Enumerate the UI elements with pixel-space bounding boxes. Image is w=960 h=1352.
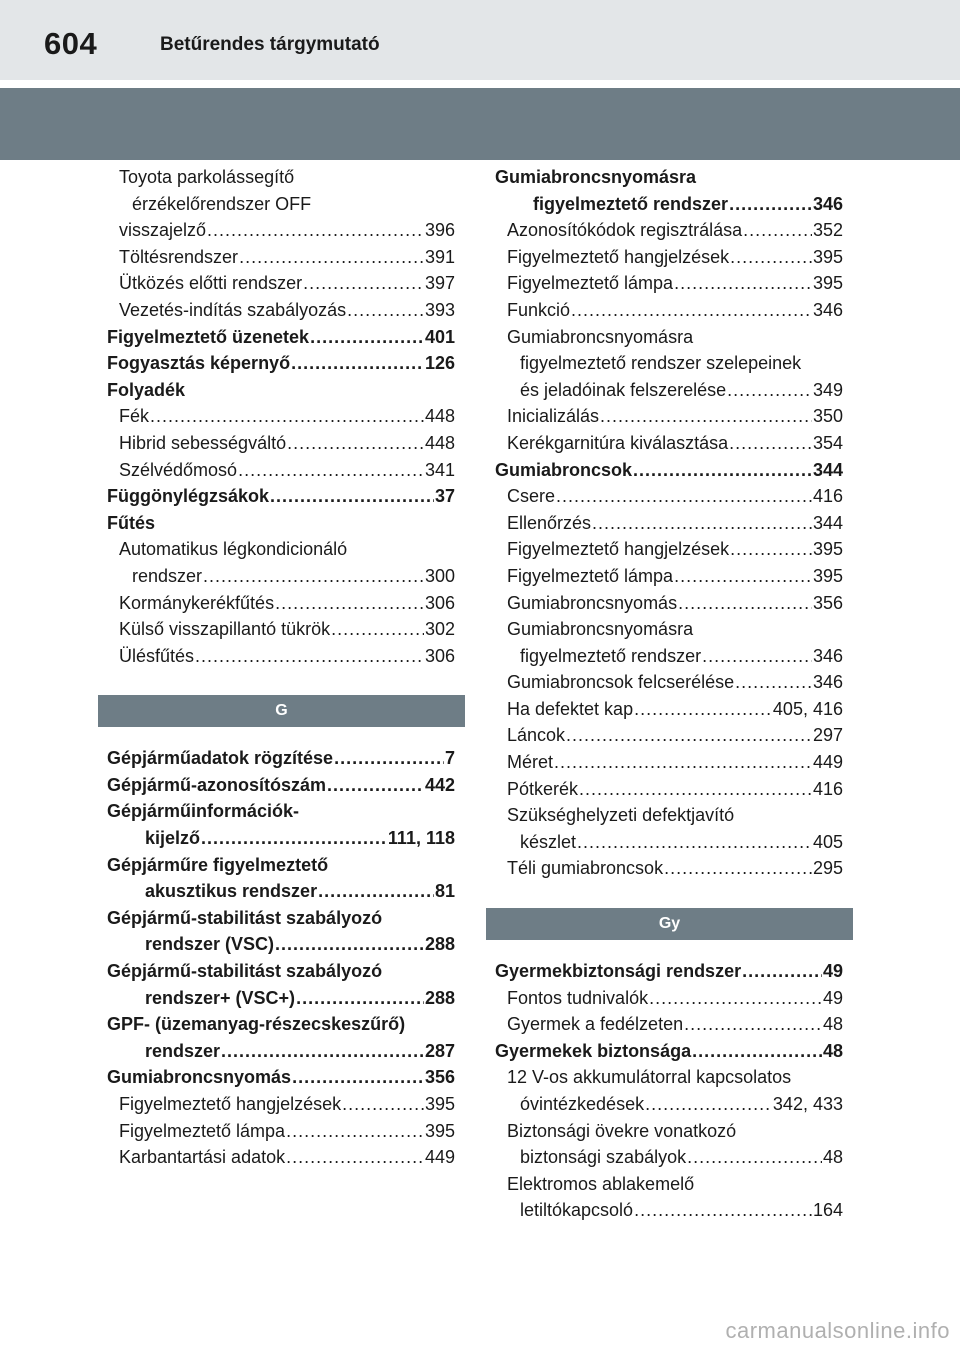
page-reference[interactable]: 391 bbox=[424, 246, 455, 267]
dot-leader bbox=[150, 403, 424, 430]
page-reference[interactable]: 346 bbox=[812, 645, 843, 666]
dot-leader bbox=[649, 985, 822, 1012]
entry-text: és jeladóinak felszerelése bbox=[520, 379, 727, 400]
page-reference[interactable]: 126 bbox=[424, 353, 455, 374]
entry-text: figyelmeztető rendszer szelepeinek bbox=[520, 353, 802, 374]
page-reference[interactable]: 350 bbox=[812, 406, 843, 427]
index-entry bbox=[107, 1144, 455, 1171]
dot-leader bbox=[201, 825, 387, 852]
entry-text: figyelmeztető rendszer bbox=[533, 193, 729, 214]
page-reference[interactable]: 302 bbox=[424, 619, 455, 640]
dot-leader bbox=[195, 643, 424, 670]
page-reference[interactable]: 288 bbox=[424, 987, 455, 1008]
dot-leader bbox=[287, 430, 424, 457]
dot-leader bbox=[729, 191, 812, 218]
index-heading-entry bbox=[107, 350, 455, 377]
page-reference[interactable]: 393 bbox=[424, 299, 455, 320]
index-entry bbox=[495, 829, 843, 856]
dot-leader bbox=[221, 1038, 424, 1065]
entry-text: óvintézkedések bbox=[520, 1094, 645, 1114]
page-reference[interactable]: 448 bbox=[424, 432, 455, 453]
index-entry bbox=[495, 563, 843, 590]
dot-leader bbox=[579, 776, 812, 803]
dot-leader bbox=[687, 1144, 822, 1171]
index-entry bbox=[107, 217, 455, 244]
entry-text: Fontos tudnivalók bbox=[507, 987, 649, 1008]
index-entry bbox=[495, 377, 843, 404]
entry-text: Függönylégzsákok bbox=[107, 486, 270, 507]
page-reference[interactable]: 416 bbox=[812, 778, 843, 799]
dot-leader bbox=[291, 350, 424, 377]
index-heading-entry bbox=[107, 958, 455, 985]
index-entry bbox=[495, 1171, 843, 1198]
dot-leader bbox=[275, 931, 424, 958]
page-reference[interactable]: 349 bbox=[812, 379, 843, 400]
page-reference[interactable]: 164 bbox=[812, 1200, 843, 1221]
watermark: carmanualsonline.info bbox=[725, 1318, 950, 1343]
entry-text: figyelmeztető rendszer bbox=[520, 645, 702, 666]
index-entry bbox=[107, 878, 455, 905]
index-entry bbox=[495, 1197, 843, 1224]
index-heading-entry bbox=[107, 745, 455, 772]
entry-text: Figyelmeztető lámpa bbox=[507, 565, 674, 586]
index-entry bbox=[495, 696, 843, 723]
dot-leader bbox=[634, 1197, 812, 1224]
entry-text: Fűtés bbox=[107, 512, 156, 533]
entry-text: Pótkerék bbox=[507, 778, 579, 799]
index-entry bbox=[107, 430, 455, 457]
entry-text: biztonsági szabályok bbox=[520, 1147, 687, 1168]
dot-leader bbox=[729, 430, 812, 457]
page-reference[interactable]: 48 bbox=[822, 1014, 843, 1035]
entry-text: Gyermekbiztonsági rendszer bbox=[495, 961, 742, 982]
page-reference[interactable]: 49 bbox=[822, 987, 843, 1008]
page-reference[interactable]: 416 bbox=[812, 486, 843, 507]
page-reference[interactable]: 356 bbox=[424, 1067, 455, 1088]
entry-text: készlet bbox=[520, 831, 577, 852]
entry-text: Külső visszapillantó tükrök bbox=[119, 619, 331, 640]
page-reference[interactable]: 395 bbox=[812, 246, 843, 267]
dot-leader bbox=[633, 457, 812, 484]
dot-leader bbox=[634, 696, 772, 723]
dot-leader bbox=[664, 855, 812, 882]
page-reference[interactable]: 449 bbox=[812, 752, 843, 773]
dot-leader bbox=[310, 324, 424, 351]
dot-leader bbox=[238, 457, 424, 484]
index-entry bbox=[107, 616, 455, 643]
dot-leader bbox=[554, 749, 812, 776]
index-heading-entry bbox=[107, 772, 455, 799]
entry-text: akusztikus rendszer bbox=[145, 881, 318, 902]
entry-text: Karbantartási adatok bbox=[119, 1147, 286, 1168]
entry-text: Figyelmeztető hangjelzések bbox=[119, 1094, 342, 1114]
index-entry bbox=[495, 1091, 843, 1118]
page-reference[interactable]: 405 bbox=[812, 831, 843, 852]
index-entry bbox=[495, 430, 843, 457]
entry-text: Gépjárműre figyelmeztető bbox=[107, 854, 329, 875]
index-entry bbox=[495, 297, 843, 324]
index-entry bbox=[107, 191, 455, 218]
dot-leader bbox=[286, 1118, 424, 1145]
index-entry bbox=[107, 403, 455, 430]
page-reference[interactable]: 346 bbox=[812, 299, 843, 320]
index-heading-entry bbox=[107, 510, 455, 537]
entry-text: Méret bbox=[507, 752, 554, 773]
dot-leader bbox=[207, 217, 424, 244]
entry-text: rendszer bbox=[145, 1040, 221, 1061]
index-entry bbox=[495, 590, 843, 617]
page-reference[interactable]: 306 bbox=[424, 592, 455, 613]
dot-leader bbox=[318, 878, 434, 905]
entry-text: Gépjárműinformációk- bbox=[107, 801, 300, 822]
dot-leader bbox=[347, 297, 424, 324]
index-entry bbox=[107, 164, 455, 191]
page-reference[interactable]: 288 bbox=[424, 934, 455, 955]
index-entry bbox=[107, 297, 455, 324]
dot-leader bbox=[684, 1011, 822, 1038]
index-entry bbox=[107, 931, 455, 958]
index-entry bbox=[107, 244, 455, 271]
index-entry bbox=[495, 403, 843, 430]
index-heading-entry bbox=[107, 324, 455, 351]
entry-text: Szélvédőmosó bbox=[119, 459, 238, 480]
dot-leader bbox=[674, 270, 812, 297]
page-reference[interactable]: 395 bbox=[812, 565, 843, 586]
page-reference[interactable]: 344 bbox=[812, 459, 843, 480]
index-entry bbox=[495, 802, 843, 829]
dot-leader bbox=[600, 403, 812, 430]
dot-leader bbox=[239, 244, 424, 271]
entry-text: Folyadék bbox=[107, 379, 186, 400]
entry-text: rendszer bbox=[132, 565, 203, 586]
page-reference[interactable]: 448 bbox=[424, 406, 455, 427]
page-reference[interactable]: 48 bbox=[822, 1040, 843, 1061]
dot-leader bbox=[645, 1091, 772, 1118]
entry-text: Gumiabroncsnyomás bbox=[107, 1067, 292, 1088]
dot-leader bbox=[275, 590, 424, 617]
entry-text: Gumiabroncsnyomás bbox=[507, 592, 678, 613]
index-entry bbox=[495, 536, 843, 563]
dot-leader bbox=[556, 483, 812, 510]
entry-text: visszajelző bbox=[119, 220, 207, 241]
index-entry bbox=[495, 1064, 843, 1091]
page-reference[interactable]: 111, 118 bbox=[387, 828, 455, 849]
entry-text: érzékelőrendszer OFF bbox=[132, 193, 312, 214]
page-reference[interactable]: 306 bbox=[424, 645, 455, 666]
page-reference[interactable]: 395 bbox=[424, 1120, 455, 1141]
page-reference[interactable]: 397 bbox=[424, 273, 455, 294]
entry-text: Téli gumiabroncsok bbox=[507, 858, 664, 879]
entry-text: Fék bbox=[119, 406, 150, 427]
index-entry bbox=[495, 985, 843, 1012]
page-reference[interactable]: 300 bbox=[424, 565, 455, 586]
index-heading-entry bbox=[495, 958, 843, 985]
index-entry bbox=[107, 985, 455, 1012]
entry-text: 12 V-os akkumulátorral kapcsolatos bbox=[507, 1067, 792, 1088]
dot-leader bbox=[331, 616, 424, 643]
letter-section-header: G bbox=[98, 695, 465, 727]
index-entry bbox=[495, 1118, 843, 1145]
index-entry bbox=[495, 722, 843, 749]
page-reference[interactable]: 48 bbox=[822, 1147, 843, 1168]
page-reference[interactable]: 7 bbox=[444, 748, 455, 769]
page-reference[interactable]: 341 bbox=[424, 459, 455, 480]
entry-text: Inicializálás bbox=[507, 406, 600, 427]
index-entry bbox=[495, 324, 843, 351]
dot-leader bbox=[674, 563, 812, 590]
page-reference[interactable]: 352 bbox=[812, 220, 843, 241]
index-entry bbox=[495, 217, 843, 244]
index-entry bbox=[495, 1144, 843, 1171]
index-entry bbox=[107, 457, 455, 484]
index-column-left bbox=[107, 164, 455, 1171]
dot-leader bbox=[327, 772, 424, 799]
index-entry bbox=[495, 669, 843, 696]
index-heading-entry bbox=[107, 1011, 455, 1038]
index-entry bbox=[107, 536, 455, 563]
entry-text: Gépjármű-azonosítószám bbox=[107, 774, 327, 795]
page-reference[interactable]: 396 bbox=[424, 220, 455, 241]
index-entry bbox=[495, 483, 843, 510]
entry-text: Figyelmeztető üzenetek bbox=[107, 326, 310, 347]
entry-text: Figyelmeztető lámpa bbox=[119, 1120, 286, 1141]
entry-text: Gyermek a fedélzeten bbox=[507, 1014, 684, 1035]
entry-text: Ütközés előtti rendszer bbox=[119, 273, 303, 294]
index-heading-entry bbox=[107, 483, 455, 510]
entry-text: GPF- (üzemanyag-részecskeszűrő) bbox=[107, 1014, 406, 1035]
index-entry bbox=[107, 825, 455, 852]
entry-text: letiltókapcsoló bbox=[520, 1200, 634, 1221]
page-reference[interactable]: 395 bbox=[424, 1094, 455, 1114]
entry-text: Kormánykerékfűtés bbox=[119, 592, 275, 613]
dot-leader bbox=[702, 643, 812, 670]
entry-text: Figyelmeztető hangjelzések bbox=[507, 539, 730, 560]
entry-text: Gumiabroncsok felcserélése bbox=[507, 672, 735, 693]
entry-text: Gumiabroncsnyomásra bbox=[507, 326, 694, 347]
page-number: 604 bbox=[44, 26, 98, 61]
page-reference[interactable]: 346 bbox=[812, 672, 843, 693]
index-entry bbox=[107, 1118, 455, 1145]
dot-leader bbox=[592, 510, 812, 537]
page-reference[interactable]: 295 bbox=[812, 858, 843, 879]
index-heading-entry bbox=[107, 1064, 455, 1091]
index-entry bbox=[107, 1038, 455, 1065]
index-entry bbox=[107, 270, 455, 297]
dot-leader bbox=[692, 1038, 822, 1065]
page-reference[interactable]: 342, 433 bbox=[772, 1094, 843, 1114]
index-entry bbox=[495, 776, 843, 803]
page-reference[interactable]: 442 bbox=[424, 774, 455, 795]
page-reference[interactable]: 344 bbox=[812, 512, 843, 533]
index-heading-entry bbox=[107, 852, 455, 879]
dot-leader bbox=[730, 536, 812, 563]
page-reference[interactable]: 356 bbox=[812, 592, 843, 613]
entry-text: Azonosítókódok regisztrálása bbox=[507, 220, 743, 241]
page-reference[interactable]: 287 bbox=[424, 1040, 455, 1061]
index-entry bbox=[495, 1011, 843, 1038]
page-reference[interactable]: 49 bbox=[822, 961, 843, 982]
dot-leader bbox=[730, 244, 812, 271]
entry-text: Csere bbox=[507, 486, 556, 507]
index-entry bbox=[107, 1091, 455, 1118]
index-entry bbox=[495, 643, 843, 670]
dot-leader bbox=[270, 483, 434, 510]
entry-text: Figyelmeztető lámpa bbox=[507, 273, 674, 294]
entry-text: Automatikus légkondicionáló bbox=[119, 539, 348, 560]
page-reference[interactable]: 395 bbox=[812, 273, 843, 294]
dot-leader bbox=[203, 563, 424, 590]
index-entry bbox=[495, 510, 843, 537]
index-entry bbox=[107, 643, 455, 670]
index-entry bbox=[495, 749, 843, 776]
index-heading-entry bbox=[107, 377, 455, 404]
index-heading-entry bbox=[495, 164, 843, 191]
dot-leader bbox=[296, 985, 424, 1012]
page-reference[interactable]: 354 bbox=[812, 432, 843, 453]
index-entry bbox=[495, 350, 843, 377]
entry-text: Biztonsági övekre vonatkozó bbox=[507, 1120, 737, 1141]
index-entry bbox=[495, 855, 843, 882]
dot-leader bbox=[571, 297, 812, 324]
dot-leader bbox=[742, 958, 822, 985]
entry-text: Szükséghelyzeti defektjavító bbox=[507, 805, 735, 826]
entry-text: rendszer (VSC) bbox=[145, 934, 275, 955]
page-reference[interactable]: 81 bbox=[434, 881, 455, 902]
page-reference[interactable]: 405, 416 bbox=[772, 698, 843, 719]
page-reference[interactable]: 346 bbox=[812, 193, 843, 214]
index-heading-entry bbox=[495, 1038, 843, 1065]
page-reference[interactable]: 37 bbox=[434, 486, 455, 507]
index-entry bbox=[107, 590, 455, 617]
index-entry bbox=[495, 616, 843, 643]
entry-text: Kerékgarnitúra kiválasztása bbox=[507, 432, 729, 453]
page-reference[interactable]: 395 bbox=[812, 539, 843, 560]
entry-text: Ülésfűtés bbox=[119, 645, 195, 666]
page-reference[interactable]: 297 bbox=[812, 725, 843, 746]
index-entry bbox=[495, 270, 843, 297]
entry-text: rendszer+ (VSC+) bbox=[145, 987, 296, 1008]
entry-text: Ellenőrzés bbox=[507, 512, 592, 533]
entry-text: Gumiabroncsnyomásra bbox=[495, 167, 697, 187]
section-title: Betűrendes tárgymutató bbox=[160, 34, 380, 55]
dot-leader bbox=[334, 745, 444, 772]
entry-text: Hibrid sebességváltó bbox=[119, 432, 287, 453]
page-reference[interactable]: 401 bbox=[424, 326, 455, 347]
entry-text: Gépjármű-stabilitást szabályozó bbox=[107, 961, 383, 982]
entry-text: Gyermekek biztonsága bbox=[495, 1040, 692, 1061]
index-heading-entry bbox=[495, 457, 843, 484]
dot-leader bbox=[577, 829, 812, 856]
dot-leader bbox=[566, 722, 812, 749]
dot-leader bbox=[735, 669, 812, 696]
entry-text: Töltésrendszer bbox=[119, 246, 239, 267]
dot-leader bbox=[678, 590, 812, 617]
index-entry bbox=[495, 191, 843, 218]
index-heading-entry bbox=[107, 905, 455, 932]
entry-text: kijelző bbox=[145, 828, 201, 849]
header-band bbox=[0, 88, 960, 160]
page-reference[interactable]: 449 bbox=[424, 1147, 455, 1168]
entry-text: Láncok bbox=[507, 725, 566, 746]
dot-leader bbox=[286, 1144, 424, 1171]
dot-leader bbox=[743, 217, 812, 244]
letter-section-header: Gy bbox=[486, 908, 853, 940]
entry-text: Figyelmeztető hangjelzések bbox=[507, 246, 730, 267]
dot-leader bbox=[727, 377, 812, 404]
entry-text: Funkció bbox=[507, 299, 571, 320]
header-strip bbox=[0, 0, 960, 80]
entry-text: Gépjármű-stabilitást szabályozó bbox=[107, 907, 383, 928]
dot-leader bbox=[292, 1064, 424, 1091]
index-entry bbox=[107, 563, 455, 590]
index-heading-entry bbox=[107, 798, 455, 825]
entry-text: Elektromos ablakemelő bbox=[507, 1173, 695, 1194]
dot-leader bbox=[303, 270, 424, 297]
entry-text: Gumiabroncsnyomásra bbox=[507, 619, 694, 640]
index-entry bbox=[495, 244, 843, 271]
entry-text: Toyota parkolássegítő bbox=[119, 167, 295, 187]
entry-text: Gumiabroncsok bbox=[495, 459, 633, 480]
entry-text: Gépjárműadatok rögzítése bbox=[107, 748, 334, 769]
entry-text: Vezetés-indítás szabályozás bbox=[119, 299, 347, 320]
entry-text: Fogyasztás képernyő bbox=[107, 353, 291, 374]
entry-text: Ha defektet kap bbox=[507, 698, 634, 719]
dot-leader bbox=[342, 1091, 424, 1118]
index-column-right bbox=[495, 164, 843, 1224]
